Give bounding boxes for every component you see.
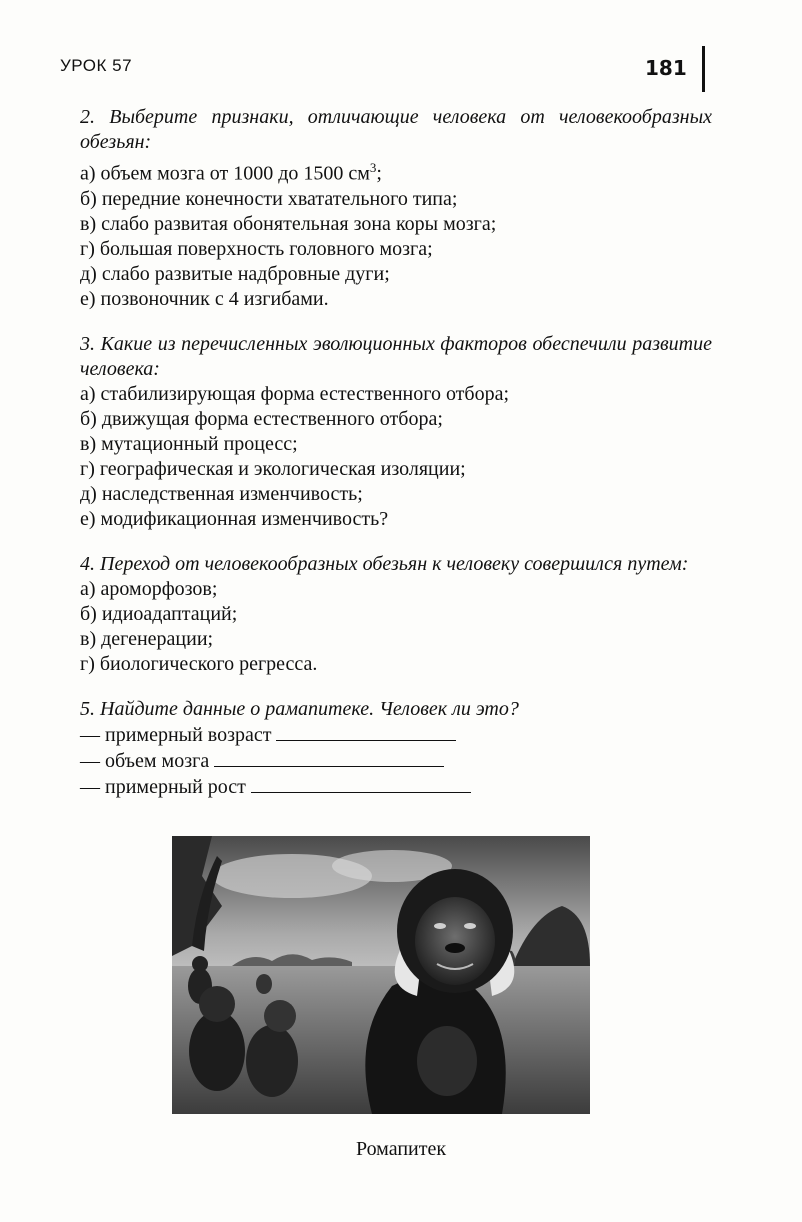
question-3-option-d: г) географическая и экологическая изоляции; [80, 457, 466, 480]
cube-superscript: 3 [369, 160, 377, 175]
ape-eye [434, 923, 446, 929]
page-content [80, 105, 712, 820]
sitting-ape-body [189, 1011, 245, 1091]
question-5-field-brain [80, 748, 712, 774]
question-4-option-d: г) биологического регресса. [80, 652, 318, 675]
field-height-label: — примерный рост [80, 775, 246, 798]
question-5 [80, 697, 712, 800]
question-2-title [80, 105, 712, 155]
field-brain-label: — объем мозга [80, 749, 210, 772]
question-2-option-a: а) объем мозга от 1000 до 1500 $см^3$; [80, 160, 382, 185]
question-3-number: 3. [80, 332, 95, 355]
sitting-ape-body [246, 1025, 298, 1097]
question-4-option-c: в) дегенерации; [80, 627, 214, 650]
question-2-option-e: д) слабо развитые надбровные дуги; [80, 262, 390, 285]
field-age-blank[interactable] [276, 722, 456, 741]
question-5-text: Найдите данные о рамапитеке. Человек ли это? [100, 697, 519, 720]
question-3 [80, 332, 712, 532]
ape-nose [445, 943, 465, 953]
question-3-option-c: в) мутационный процесс; [80, 432, 298, 455]
field-age-label: — примерный возраст [80, 723, 272, 746]
ramapithecus-illustration [172, 836, 590, 1114]
question-3-option-f: е) модификационная изменчивость? [80, 507, 389, 530]
question-3-text: Какие из перечисленных эволюционных факторов обеспечили развитие человека: [80, 332, 713, 380]
question-4-text: Переход от человекообразных обезьян к человеку совершился путем: [100, 552, 689, 575]
ape-chest [417, 1026, 477, 1096]
question-5-title [80, 697, 712, 722]
page-number-rule [702, 46, 705, 92]
question-4-title [80, 552, 712, 577]
distant-ape-head [192, 956, 208, 972]
page-number: 181 [645, 56, 687, 80]
question-2-option-c: в) слабо развитая обонятельная зона коры мозга; [80, 212, 497, 235]
question-3-title [80, 332, 712, 382]
question-5-field-height [80, 774, 712, 800]
sitting-ape-head [264, 1000, 296, 1032]
ape-eye [464, 923, 476, 929]
question-2-option-d: г) большая поверхность головного мозга; [80, 237, 433, 260]
question-3-option-e: д) наследственная изменчивость; [80, 482, 363, 505]
question-4-option-a: а) ароморфозов; [80, 577, 218, 600]
question-4 [80, 552, 712, 677]
field-brain-blank[interactable] [214, 748, 444, 767]
figure-caption: Ромапитек [355, 1138, 447, 1160]
question-2 [80, 105, 712, 312]
lesson-header: УРОК 57 [60, 56, 133, 75]
question-3-option-a: а) стабилизирующая форма естественного отбора; [80, 382, 510, 405]
question-4-number: 4. [80, 552, 95, 575]
question-2-text: Выберите признаки, отличающие человека от человекообразных обезьян: [80, 106, 712, 153]
question-4-option-b: б) идиоадаптаций; [80, 602, 238, 625]
distant-ape [256, 974, 272, 994]
question-2-number: 2. [80, 106, 95, 128]
sitting-ape-head [199, 986, 235, 1022]
question-5-field-age [80, 722, 712, 748]
question-2-option-f: е) позвоночник с 4 изгибами. [80, 287, 329, 310]
field-height-blank[interactable] [251, 774, 471, 793]
question-3-option-b: б) движущая форма естественного отбора; [80, 407, 443, 430]
main-ape-face [415, 897, 495, 985]
question-5-number: 5. [80, 697, 95, 720]
question-2-option-b: б) передние конечности хватательного типа; [80, 187, 458, 210]
